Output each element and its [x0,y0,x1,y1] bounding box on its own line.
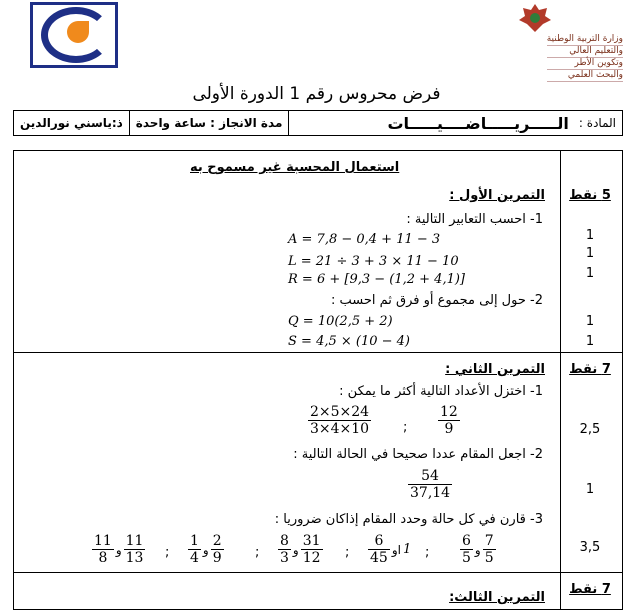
ministry-line: وتكوين الأطر [547,58,623,70]
row-divider [13,572,623,573]
expr-S: S = 4,5 × (10 − 4) [288,334,411,349]
pair-5-b-num: 11 [94,533,112,549]
duration: مدة الانجاز : ساعة واحدة [135,116,283,130]
ex2-points: 7 نقط [569,362,611,377]
pair-5-b-den: 8 [98,550,108,566]
pair-4-a-den: 9 [212,550,222,566]
pair-1-b-den: 5 [462,550,471,566]
expr-L-points: 1 [585,246,595,261]
expr-Q-points: 1 [585,314,595,329]
ex2-q3-points: 3,5 [579,540,601,555]
expr-Q: Q = 10(2,5 + 2) [288,314,393,329]
teacher-name: ذ:ياسني نورالدين [20,116,123,130]
ministry-line: والبحث العلمي [547,70,623,82]
calculator-note: استعمال المحسبة غير مسموح به [190,160,400,175]
ex1-points: 5 نقط [569,188,611,203]
pair-3-b-num: 8 [280,533,289,549]
logo-mark [67,21,89,43]
pair-3-a-num: 31 [302,533,321,549]
ex2-q1: 1- اختزل الأعداد التالية أكثر ما يمكن : [339,384,543,399]
expr-A: A = 7,8 − 0,4 + 11 − 3 [288,232,441,247]
pair-3 [278,530,323,566]
ex1-title: التمرين الأول : [449,188,545,203]
expr-R-points: 1 [585,266,595,281]
pair-2-a-num: 6 [368,533,390,550]
points-column-divider [560,150,561,610]
fraction-2-den: 9 [444,421,454,437]
subject-value: الـــــريـــــاضــــيـــــات [387,113,569,133]
ministry-line: والتعليم العالي [547,46,623,58]
fraction-3 [408,468,452,501]
pair-3-b-den: 3 [280,550,289,566]
expr-A-points: 1 [585,228,595,243]
ministry-name [547,34,623,82]
fraction-3-num: 54 [408,468,452,485]
conj: و [292,542,299,557]
exam-title: فرض محروس رقم 1 الدورة الأولى [192,84,441,104]
pair-5-a-den: 13 [125,550,144,566]
pair-2-b: 1 [402,542,412,557]
ex1-q2: 2- حول إلى مجموع أو فرق ثم احسب : [330,293,543,308]
ex3-title: التمرين الثالث: [449,590,545,605]
conj: و [115,542,122,557]
conj: و [202,542,209,557]
duration-cell [129,111,289,135]
pair-4-b-den: 4 [190,550,199,566]
fraction-2-num: 12 [440,404,458,420]
ex2-q1-points: 2,5 [579,422,601,437]
teacher-cell [14,111,129,135]
pair-1-b-num: 6 [462,533,471,549]
pair-4-b-num: 1 [190,533,199,549]
subject-label: المادة : [578,116,616,130]
pair-3-a-den: 12 [302,550,321,566]
ministry-crest-icon [515,2,555,34]
info-bar [13,110,623,136]
expr-L: L = 21 ÷ 3 + 3 × 11 − 10 [288,254,459,269]
ministry-line: وزارة التربية الوطنية [546,34,623,44]
pair-1 [460,530,496,566]
pair-1-a-den: 5 [484,550,494,566]
conj: و [474,542,481,557]
pair-2 [368,530,411,566]
pair-5-a-num: 11 [125,533,144,549]
school-logo [30,2,118,68]
fraction-1-num: 2×5×24 [310,404,370,420]
pair-4-a-num: 2 [212,533,222,549]
pair-sep: ; [345,545,350,560]
fraction-1-den: 3×4×10 [310,421,370,437]
pair-5 [92,530,145,566]
pair-1-a-num: 7 [484,533,494,549]
conj-or: او [391,542,401,557]
fraction-1 [308,404,371,437]
ex2-q2-points: 1 [585,482,595,497]
ex2-q3: 3- قارن في كل حالة وحدد المقام إذاكان ضروريا : [274,512,543,527]
pair-2-a-den: 45 [370,550,388,566]
pair-sep: ; [165,545,170,560]
ex1-q1: 1- احسب التعابير التالية : [406,212,543,227]
pair-sep: ; [255,545,260,560]
pair-4 [188,530,224,566]
subject-cell [288,111,622,135]
ex2-q2: 2- اجعل المقام عددا صحيحا في الحالة التالية : [293,447,543,462]
expr-S-points: 1 [585,334,595,349]
semicolon: ; [403,420,408,435]
ex2-title: التمرين الثاني : [445,362,545,377]
pair-sep: ; [425,545,430,560]
row-divider [13,352,623,353]
fraction-3-den: 37,14 [410,485,451,501]
expr-R: R = 6 + [9,3 − (1,2 + 4,1)] [288,272,465,287]
fraction-2 [438,404,460,437]
ex3-points: 7 نقط [569,582,611,597]
